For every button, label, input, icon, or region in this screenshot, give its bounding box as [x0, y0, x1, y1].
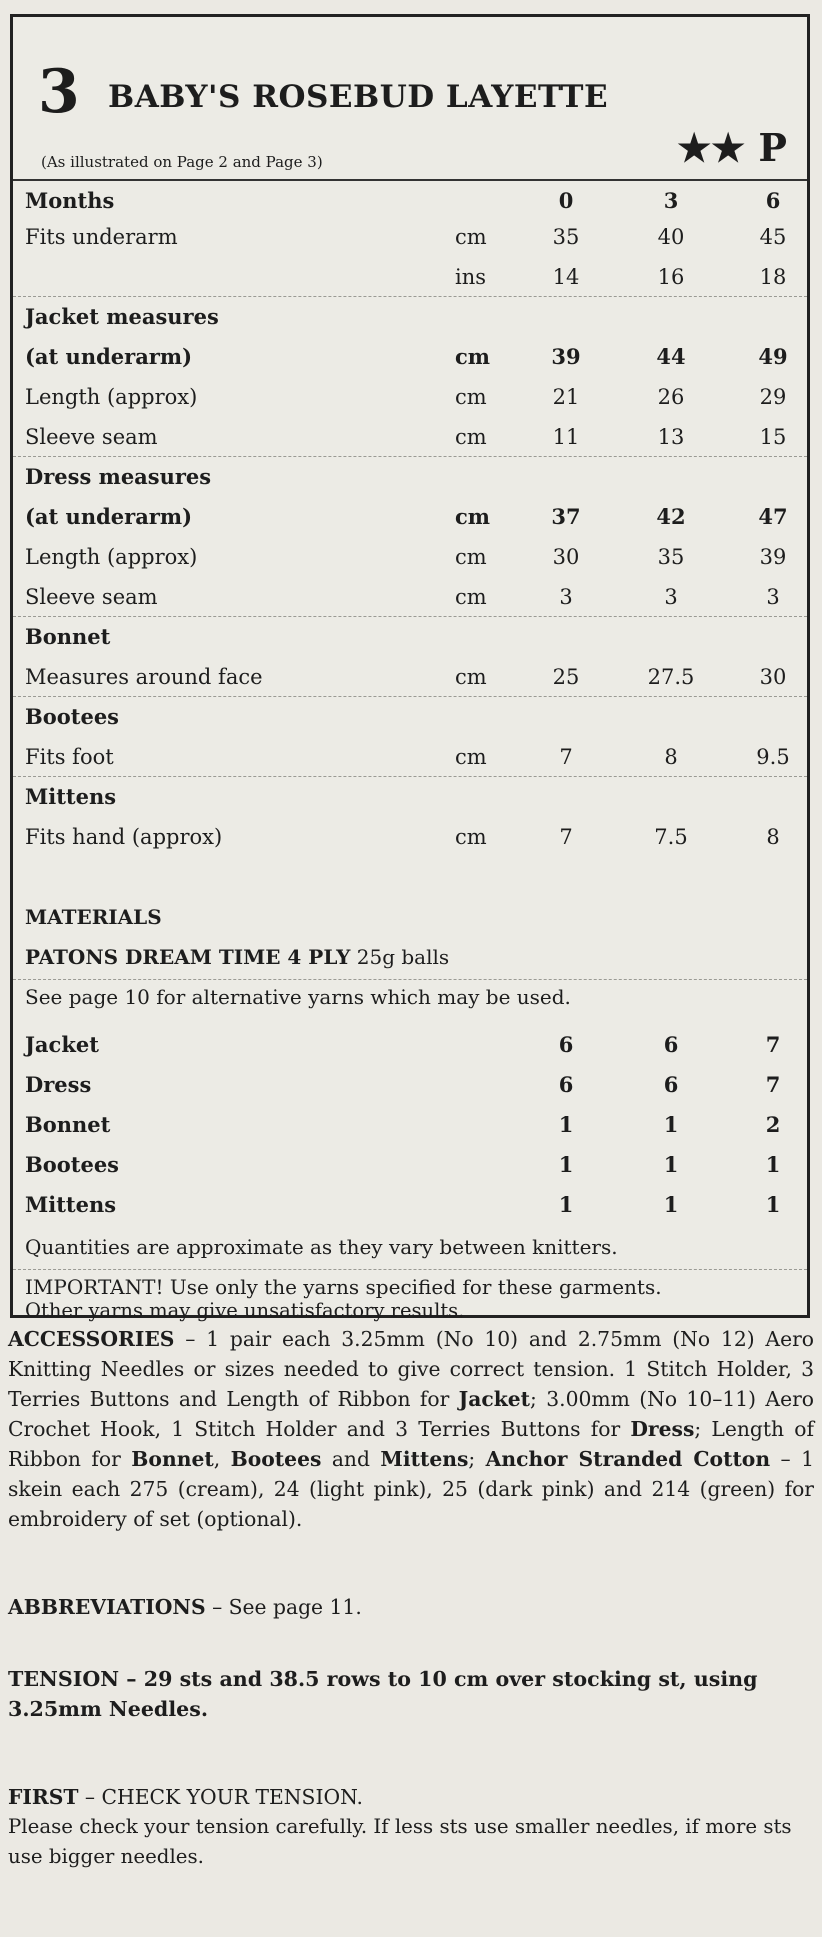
- size-value: 6: [765, 188, 781, 213]
- alt-yarns-note: See page 10 for alternative yarns which may be used.: [25, 985, 571, 1009]
- measurement-value: 21: [552, 385, 580, 409]
- material-row: [13, 1145, 807, 1185]
- measurement-label: (at underarm): [25, 504, 193, 529]
- measurement-row: [13, 697, 807, 737]
- material-quantity: 6: [663, 1072, 679, 1097]
- measurement-value: 3: [559, 585, 573, 609]
- measurement-label: Length (approx): [25, 545, 198, 569]
- accessories-paragraph: ACCESSORIES – 1 pair each 3.25mm (No 10) and 2.75mm (No 12) Aero Knitting Needles or sizes needed to give correct tension. 1 Stitch Holder, 3 Terries Buttons and Length of Ribbon for Jacket; 3.00mm (No 10–11) Aero Crochet Hook, 1 Stitch Holder and 3 Terries Buttons for Dress; Length of Ribbon for Bonnet, Bootees and Mittens; Anchor Stranded Cotton – 1 skein each 275 (cream), 24 (light pink), 25 (dark pink) and 214 (green) for embroidery of set (optional).: [8, 1327, 815, 1531]
- measurement-value: 39: [759, 545, 787, 569]
- measurement-unit: cm: [455, 504, 491, 529]
- measurement-value: 27.5: [647, 665, 695, 689]
- abbreviations-heading: ABBREVIATIONS: [8, 1595, 206, 1619]
- measurement-value: 49: [758, 344, 788, 369]
- material-quantity: 1: [765, 1152, 781, 1177]
- material-quantity: 2: [765, 1112, 781, 1137]
- quantities-note: Quantities are approximate as they vary between knitters.: [25, 1235, 618, 1259]
- material-quantity: 1: [558, 1152, 574, 1177]
- measurement-unit: cm: [455, 585, 487, 609]
- material-row: [13, 1025, 807, 1065]
- material-row: [13, 1185, 807, 1225]
- material-quantity: 1: [663, 1112, 679, 1137]
- measurement-unit: ins: [455, 265, 487, 289]
- measurement-label: Fits hand (approx): [25, 825, 223, 849]
- measurement-row: [13, 537, 807, 577]
- measurement-unit: cm: [455, 665, 487, 689]
- important-note-2: Other yarns may give unsatisfactory results.: [25, 1299, 465, 1322]
- measurement-value: 7.5: [654, 825, 688, 849]
- material-quantity: 1: [663, 1192, 679, 1217]
- measurement-label: Fits foot: [25, 745, 114, 769]
- measurement-unit: cm: [455, 344, 491, 369]
- measurement-label: Measures around face: [25, 665, 263, 689]
- material-quantity: 1: [558, 1112, 574, 1137]
- yarn-suffix: 25g balls: [350, 945, 450, 969]
- sizes-label: Months: [25, 188, 115, 213]
- measurement-row: [13, 737, 807, 777]
- material-quantity: 7: [765, 1072, 781, 1097]
- yarn-line: [25, 945, 449, 969]
- measurement-value: 8: [766, 825, 780, 849]
- measurement-row: [13, 297, 807, 337]
- accessories-heading: ACCESSORIES: [8, 1327, 175, 1351]
- first-heading: FIRST: [8, 1785, 79, 1809]
- material-quantity: 1: [558, 1192, 574, 1217]
- measurement-value: 14: [552, 265, 580, 289]
- measurement-row: [13, 777, 807, 817]
- measurement-label: Sleeve seam: [25, 585, 158, 609]
- material-quantity: 6: [558, 1032, 574, 1057]
- material-label: Mittens: [25, 1192, 117, 1217]
- measurement-row: [13, 337, 807, 377]
- measurement-value: 39: [551, 344, 581, 369]
- material-label: Jacket: [25, 1032, 99, 1057]
- measurement-value: 9.5: [756, 745, 790, 769]
- measurement-row: [13, 497, 807, 537]
- measurement-value: 42: [656, 504, 686, 529]
- measurement-row: [13, 377, 807, 417]
- size-value: 0: [558, 188, 574, 213]
- material-quantity: 6: [558, 1072, 574, 1097]
- measurement-value: 3: [766, 585, 780, 609]
- measurement-unit: cm: [455, 745, 487, 769]
- material-label: Bonnet: [25, 1112, 111, 1137]
- measurement-value: 29: [759, 385, 787, 409]
- measurement-value: 25: [552, 665, 580, 689]
- measurement-label: Bonnet: [25, 624, 111, 649]
- measurement-value: 16: [657, 265, 685, 289]
- yarn-name: PATONS DREAM TIME 4 PLY: [25, 945, 351, 969]
- measurement-value: 40: [657, 225, 685, 249]
- measurement-value: 7: [559, 745, 573, 769]
- measurement-unit: cm: [455, 825, 487, 849]
- material-quantity: 6: [663, 1032, 679, 1057]
- measurement-value: 30: [552, 545, 580, 569]
- material-quantity: 1: [765, 1192, 781, 1217]
- measurement-row: [13, 217, 807, 257]
- measurement-row: [13, 617, 807, 657]
- measurement-label: (at underarm): [25, 344, 193, 369]
- measurement-unit: cm: [455, 225, 487, 249]
- measurement-value: 26: [657, 385, 685, 409]
- measurement-row: [13, 417, 807, 457]
- divider: [13, 1269, 807, 1270]
- measurement-value: 47: [758, 504, 788, 529]
- materials-heading: MATERIALS: [25, 905, 162, 929]
- measurement-value: 30: [759, 665, 787, 689]
- measurement-value: 45: [759, 225, 787, 249]
- measurement-row: [13, 577, 807, 617]
- measurement-value: 8: [664, 745, 678, 769]
- measurement-value: 18: [759, 265, 787, 289]
- material-quantity: 7: [765, 1032, 781, 1057]
- measurement-label: Mittens: [25, 784, 117, 809]
- material-row: [13, 1105, 807, 1145]
- measurement-unit: cm: [455, 545, 487, 569]
- measurement-label: Fits underarm: [25, 225, 178, 249]
- pattern-number: 3: [38, 57, 80, 127]
- first-heading-line: FIRST – CHECK YOUR TENSION.: [8, 1785, 363, 1809]
- size-value: 3: [663, 188, 679, 213]
- measurement-row: [13, 257, 807, 297]
- abbreviations-paragraph: ABBREVIATIONS – See page 11.: [8, 1595, 362, 1619]
- measurement-row: [13, 457, 807, 497]
- measurement-value: 13: [657, 425, 685, 449]
- sizes-row: [13, 181, 807, 221]
- divider: [13, 979, 807, 980]
- pattern-title: BABY'S ROSEBUD LAYETTE: [108, 79, 609, 115]
- difficulty-rating: ★★ P: [677, 125, 787, 170]
- measurement-unit: cm: [455, 425, 487, 449]
- measurement-value: 35: [552, 225, 580, 249]
- measurement-value: 7: [559, 825, 573, 849]
- measurement-unit: cm: [455, 385, 487, 409]
- measurement-value: 44: [656, 344, 686, 369]
- measurement-row: [13, 657, 807, 697]
- measurement-value: 3: [664, 585, 678, 609]
- measurement-label: Length (approx): [25, 385, 198, 409]
- measurement-label: Dress measures: [25, 464, 212, 489]
- measurement-value: 37: [551, 504, 581, 529]
- important-note-1: IMPORTANT! Use only the yarns specified for these garments.: [25, 1275, 662, 1299]
- material-quantity: 1: [663, 1152, 679, 1177]
- measurement-label: Jacket measures: [25, 304, 219, 329]
- measurement-value: 15: [759, 425, 787, 449]
- first-body: Please check your tension carefully. If less sts use smaller needles, if more sts use bigger needles.: [8, 1815, 792, 1868]
- material-label: Dress: [25, 1072, 92, 1097]
- measurement-label: Sleeve seam: [25, 425, 158, 449]
- pattern-header: [13, 17, 807, 181]
- size-table-box: [10, 14, 810, 1322]
- pattern-subtitle: (As illustrated on Page 2 and Page 3): [41, 153, 323, 171]
- material-row: [13, 1065, 807, 1105]
- measurement-value: 35: [657, 545, 685, 569]
- measurement-value: 11: [552, 425, 580, 449]
- material-label: Bootees: [25, 1152, 120, 1177]
- measurement-row: [13, 817, 807, 857]
- measurement-label: Bootees: [25, 704, 120, 729]
- tension-paragraph: TENSION – 29 sts and 38.5 rows to 10 cm over stocking st, using 3.25mm Needles.: [8, 1667, 758, 1721]
